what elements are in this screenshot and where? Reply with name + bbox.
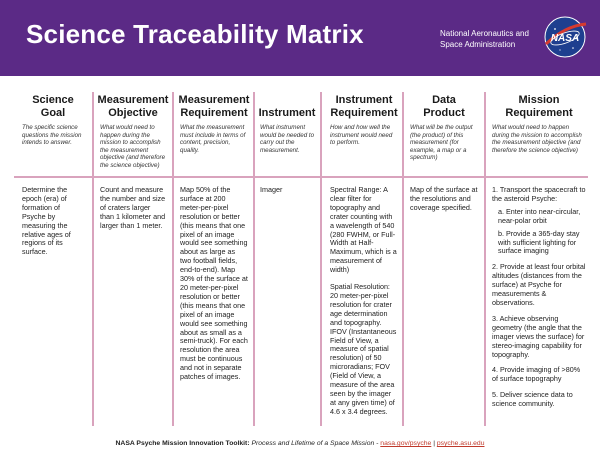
footer-link-nasa[interactable]: nasa.gov/psyche <box>380 440 432 447</box>
column-body: Spectral Range: A clear filter for topography and crater counting with a wavelength of 540 (280 FWHM, or Full-Width at Half-Maximum, which is a measurement of width) Spatial Resolution: 20 meter-per-pixel resolution for crater age determination and topography. IFOV (Instantaneous Field of View, a measure of spatial resolution) of 50 microradians; FOV (Field of View, a measure of the area seen by the imager at any given time) of 4.6 x 3.4 degrees. <box>330 185 397 416</box>
column-title: Mission Requirement <box>505 94 573 119</box>
column-divider <box>402 92 404 426</box>
column-title: Data Product <box>423 94 465 119</box>
column-title: Instrument <box>258 107 316 119</box>
column-body: Determine the epoch (era) of formation of Psyche by measuring the relative ages of regions of its surface. <box>22 185 71 257</box>
column-divider <box>484 92 486 426</box>
agency-line-2: Space Administration <box>440 40 516 49</box>
nasa-logo-icon <box>540 12 590 62</box>
column-title: Measurement Requirement <box>178 94 250 119</box>
page-title: Science Traceability Matrix <box>26 19 364 49</box>
column-body <box>492 186 586 416</box>
list-item: 4. Provide imaging of >80% of surface topography <box>492 365 581 384</box>
column-divider <box>253 92 255 426</box>
column-description: What the measurement must include in terms of content, precision, quality. <box>180 124 246 154</box>
list-item: 2. Provide at least four orbital altitudes (distances from the surface) at Psyche for measurements & observations. <box>492 262 586 307</box>
column-description: The specific science questions the mission intends to answer. <box>22 124 82 147</box>
column-divider <box>92 92 94 426</box>
agency-line-1: National Aeronautics and <box>440 29 529 38</box>
column-divider <box>320 92 322 426</box>
footer-toolkit-name: NASA Psyche Mission Innovation Toolkit: <box>115 440 250 447</box>
header-banner <box>0 0 600 76</box>
column-body: Count and measure the number and size of craters larger than 1 kilometer and larger than 1 meter. <box>100 185 166 230</box>
footer-link-asu[interactable]: psyche.asu.edu <box>436 440 485 447</box>
agency-name <box>440 28 540 50</box>
list-item: 3. Achieve observing geometry (the angle that the imager views the surface) for stereo-imaging capability for topography. <box>492 313 585 359</box>
footer-subtitle: Process and Lifetime of a Space Mission - <box>249 440 381 447</box>
footer <box>0 440 600 447</box>
column-description: What would need to happen during the mission to accomplish the measurement objective (and therefore the science objective) <box>492 124 582 154</box>
column-title: Measurement Objective <box>97 94 169 119</box>
column-divider <box>172 92 174 426</box>
logo-text: NASA <box>550 33 580 44</box>
column-description: What will be the output (the product) of this measurement (for example, a map or a spectrum) <box>410 124 473 162</box>
row-divider <box>14 176 588 178</box>
column-body: Map 50% of the surface at 200 meter-per-pixel resolution or better (this means that one pixel of an image would see something about as large as two football fields, end-to-end). Map 30% of the surface at 20 meter-per-pixel resolution or better (this means that one pixel of an image would see something about as small as a semi-truck). For each resolution the area must be continuous and not in separate patches of images. <box>180 185 248 382</box>
list-item: 1. Transport the spacecraft to the asteroid Psyche: a. Enter into near-circular, near-polar orbit b. Provide a 365-day stay with sufficient lighting for surface imaging <box>492 185 586 256</box>
footer-separator: | <box>431 440 437 447</box>
column-description: What would need to happen during the mission to accomplish the measurement objective (and therefore the science objective) <box>100 124 166 169</box>
list-item: 5. Deliver science data to science community. <box>492 390 573 409</box>
column-description: What instrument would be needed to carry out the measurement. <box>260 124 315 154</box>
column-title: Science Goal <box>32 94 74 119</box>
column-body: Map of the surface at the resolutions and coverage specified. <box>410 185 478 212</box>
column-description: How and how well the instrument would need to perform. <box>330 124 393 147</box>
column-body: Imager <box>260 185 283 194</box>
column-title: Instrument Requirement <box>330 94 398 119</box>
